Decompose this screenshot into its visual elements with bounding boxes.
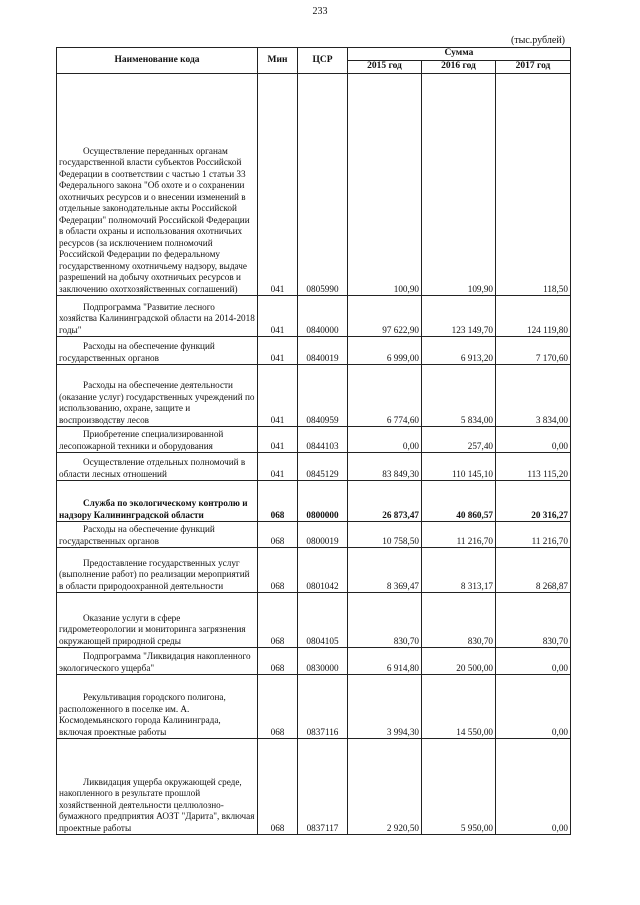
- row-2017: 20 316,27: [496, 481, 571, 522]
- table-row: [57, 365, 571, 427]
- row-min: 068: [258, 522, 298, 548]
- row-min: 041: [258, 365, 298, 427]
- row-name: Ликвидация ущерба окружающей среде, накопленного в результате прошлой хозяйственной деятельности целлюлозно-бумажного предприятия АОЗТ "Дарита", включая проектные работы: [57, 739, 258, 835]
- table-row: [57, 548, 571, 593]
- row-csr: 0805990: [298, 74, 348, 296]
- row-name: Подпрограмма "Развитие лесного хозяйства Калининградской области на 2014-2018 годы": [57, 296, 258, 337]
- row-2016: 40 860,57: [422, 481, 496, 522]
- row-csr: 0845129: [298, 453, 348, 481]
- header-2015: 2015 год: [348, 61, 422, 74]
- row-2016: 109,90: [422, 74, 496, 296]
- row-2017: 7 170,60: [496, 337, 571, 365]
- row-2015: 83 849,30: [348, 453, 422, 481]
- table-row: [57, 453, 571, 481]
- row-2016: 123 149,70: [422, 296, 496, 337]
- table-row: [57, 522, 571, 548]
- table-row: [57, 739, 571, 835]
- row-csr: 0800019: [298, 522, 348, 548]
- row-2016: 6 913,20: [422, 337, 496, 365]
- header-sum: Сумма: [348, 48, 571, 61]
- header-csr: ЦСР: [298, 48, 348, 74]
- units-label: (тыс.рублей): [510, 35, 565, 46]
- header-2017: 2017 год: [496, 61, 571, 74]
- table-row: [57, 74, 571, 296]
- row-name: Оказание услуги в сфере гидрометеорологии и мониторинга загрязнения окружающей природной среды: [57, 593, 258, 648]
- row-2016: 8 313,17: [422, 548, 496, 593]
- row-2016: 5 950,00: [422, 739, 496, 835]
- row-2015: 2 920,50: [348, 739, 422, 835]
- row-csr: 0801042: [298, 548, 348, 593]
- row-2016: 257,40: [422, 427, 496, 453]
- row-2017: 0,00: [496, 675, 571, 739]
- row-min: 041: [258, 453, 298, 481]
- row-2017: 113 115,20: [496, 453, 571, 481]
- table-row: [57, 427, 571, 453]
- row-csr: 0804105: [298, 593, 348, 648]
- row-2017: 3 834,00: [496, 365, 571, 427]
- row-min: 068: [258, 675, 298, 739]
- row-2015: 100,90: [348, 74, 422, 296]
- row-csr: 0837117: [298, 739, 348, 835]
- row-2017: 0,00: [496, 648, 571, 675]
- page-number: 233: [312, 6, 328, 17]
- row-name: Рекультивация городского полигона, расположенного в поселке им. А. Космодемьянского города Калининграда, включая проектные работы: [57, 675, 258, 739]
- row-2016: 11 216,70: [422, 522, 496, 548]
- budget-table: [56, 47, 571, 835]
- row-name: Приобретение специализированной лесопожарной техники и оборудования: [57, 427, 258, 453]
- row-min: 068: [258, 739, 298, 835]
- row-2016: 110 145,10: [422, 453, 496, 481]
- row-name: Подпрограмма "Ликвидация накопленного экологического ущерба": [57, 648, 258, 675]
- row-min: 041: [258, 337, 298, 365]
- row-2016: 20 500,00: [422, 648, 496, 675]
- table-row: [57, 675, 571, 739]
- row-csr: 0837116: [298, 675, 348, 739]
- row-name: Предоставление государственных услуг (выполнение работ) по реализации мероприятий в области природоохранной деятельности: [57, 548, 258, 593]
- row-2016: 14 550,00: [422, 675, 496, 739]
- row-name: Осуществление отдельных полномочий в области лесных отношений: [57, 453, 258, 481]
- table-row: [57, 337, 571, 365]
- row-name: Осуществление переданных органам государственной власти субъектов Российской Федерации в соответствии с частью 1 статьи 33 Федерального закона "Об охоте и о сохранении охотничьих ресурсов и о внесении изменений в отдельные законодательные акты Российской Федерации" полномочий Российской Федерации в области охраны и использования охотничьих ресурсов (за исключением полномочий Российской Федерации по федеральному государственному охотничьему надзору, выдаче разрешений на добычу охотничьих ресурсов и заключению охотхозяйственных соглашений): [57, 74, 258, 296]
- row-2015: 3 994,30: [348, 675, 422, 739]
- row-2017: 124 119,80: [496, 296, 571, 337]
- row-2015: 6 774,60: [348, 365, 422, 427]
- row-min: 068: [258, 481, 298, 522]
- row-csr: 0830000: [298, 648, 348, 675]
- row-2015: 26 873,47: [348, 481, 422, 522]
- row-csr: 0840019: [298, 337, 348, 365]
- row-2017: 11 216,70: [496, 522, 571, 548]
- row-2015: 10 758,50: [348, 522, 422, 548]
- row-min: 068: [258, 548, 298, 593]
- row-2016: 830,70: [422, 593, 496, 648]
- header-name: Наименование кода: [57, 48, 258, 74]
- table-row: [57, 296, 571, 337]
- row-2015: 97 622,90: [348, 296, 422, 337]
- row-2015: 6 999,00: [348, 337, 422, 365]
- row-min: 068: [258, 593, 298, 648]
- header-2016: 2016 год: [422, 61, 496, 74]
- row-2016: 5 834,00: [422, 365, 496, 427]
- row-name: Расходы на обеспечение функций государственных органов: [57, 337, 258, 365]
- row-min: 041: [258, 74, 298, 296]
- header-min: Мин: [258, 48, 298, 74]
- row-csr: 0840959: [298, 365, 348, 427]
- row-min: 041: [258, 296, 298, 337]
- row-2015: 0,00: [348, 427, 422, 453]
- table-row: [57, 648, 571, 675]
- row-2017: 0,00: [496, 739, 571, 835]
- row-2017: 830,70: [496, 593, 571, 648]
- row-2017: 8 268,87: [496, 548, 571, 593]
- row-2015: 6 914,80: [348, 648, 422, 675]
- row-name: Служба по экологическому контролю и надзору Калининградской области: [57, 481, 258, 522]
- row-csr: 0844103: [298, 427, 348, 453]
- row-2015: 830,70: [348, 593, 422, 648]
- table-row: [57, 481, 571, 522]
- row-2017: 118,50: [496, 74, 571, 296]
- row-csr: 0840000: [298, 296, 348, 337]
- row-name: Расходы на обеспечение деятельности (оказание услуг) государственных учреждений по использованию, охране, защите и воспроизводству лесов: [57, 365, 258, 427]
- row-2017: 0,00: [496, 427, 571, 453]
- row-csr: 0800000: [298, 481, 348, 522]
- row-name: Расходы на обеспечение функций государственных органов: [57, 522, 258, 548]
- row-min: 041: [258, 427, 298, 453]
- table-row: [57, 593, 571, 648]
- row-2015: 8 369,47: [348, 548, 422, 593]
- row-min: 068: [258, 648, 298, 675]
